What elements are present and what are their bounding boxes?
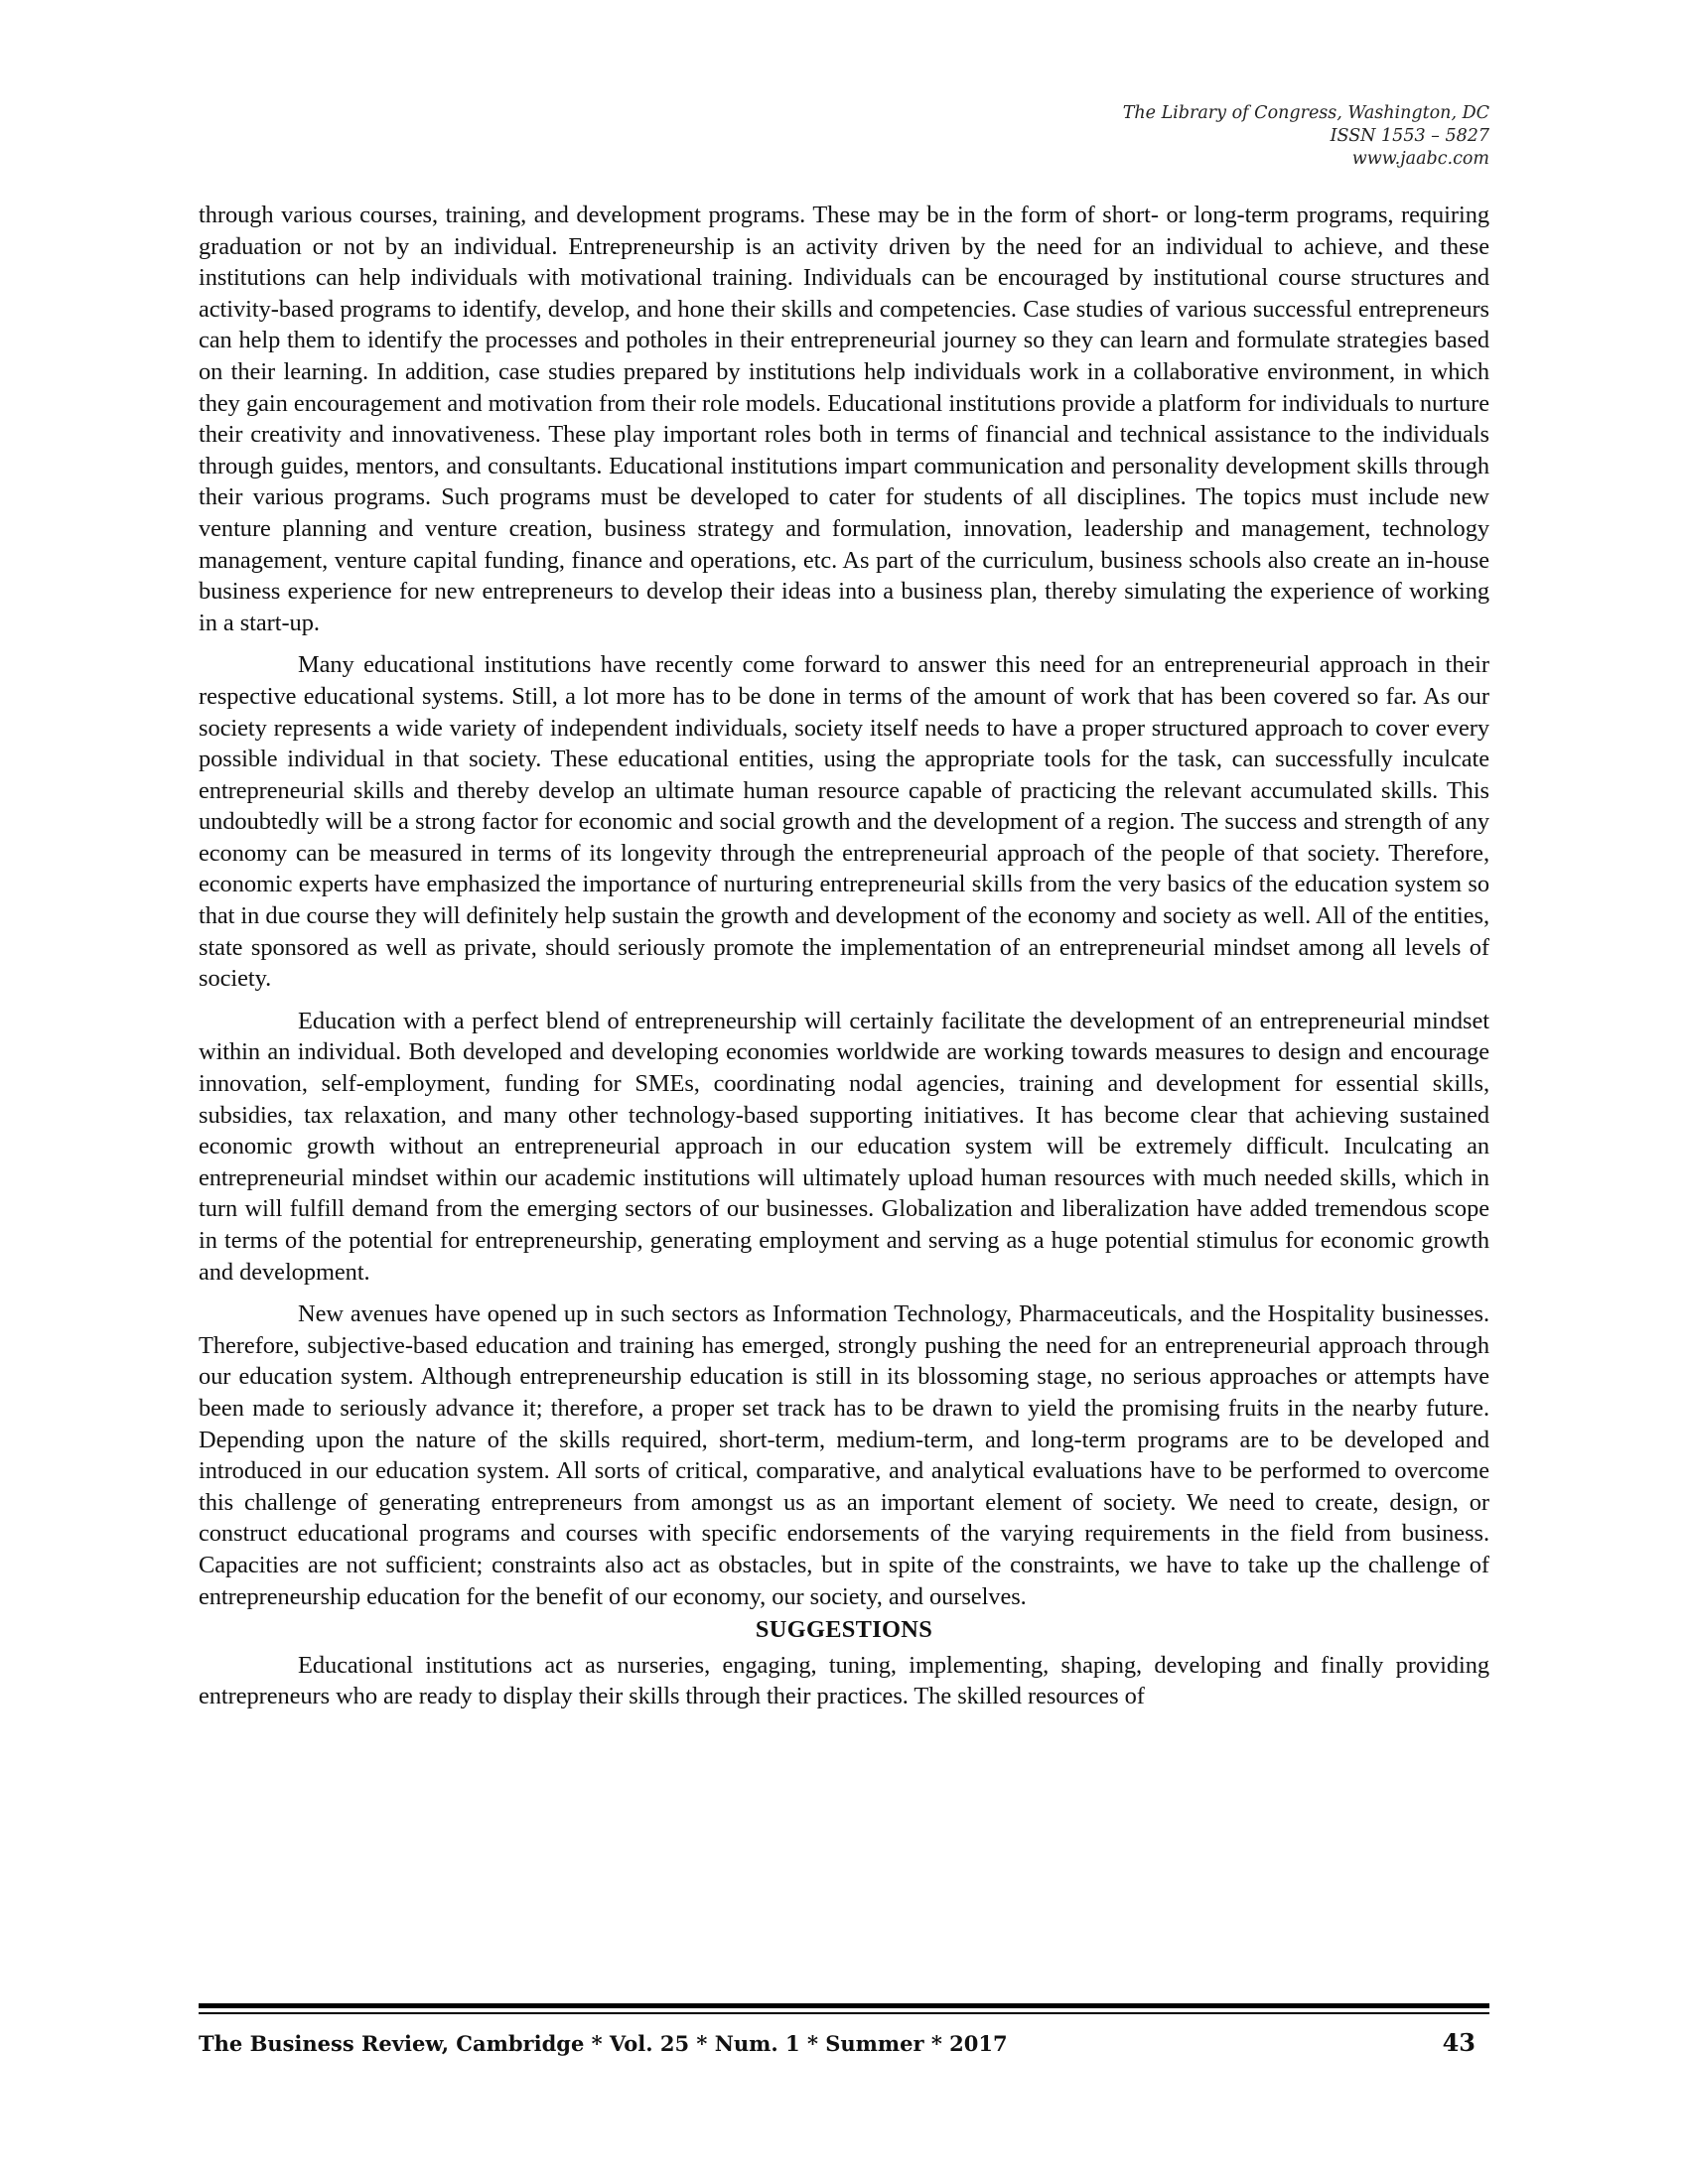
body-paragraph: Education with a perfect blend of entrepreneurship will certainly facilitate the development of an entrepreneurial mindset within an individual. Both developed and developing economies worldwide are working towards measures to design and encourage innovation, self-employment, funding for SMEs, coordinating nodal agencies, training and development for essential skills, subsidies, tax relaxation, and many other technology-based supporting initiatives. It has become clear that achieving sustained economic growth without an entrepreneurial approach in our education system will be extremely difficult. Inculcating an entrepreneurial mindset within our academic institutions will ultimately upload human resources with much needed skills, which in turn will fulfill demand from the emerging sectors of our businesses. Globalization and liberalization have added tremendous scope in terms of the potential for entrepreneurship, generating employment and serving as a huge potential stimulus for economic growth and development. (199, 1007, 1489, 1286)
footer-divider-thick (199, 2003, 1489, 2008)
article-body (199, 200, 1489, 1712)
body-paragraph: Many educational institutions have recently come forward to answer this need for an entrepreneurial approach in their respective educational systems. Still, a lot more has to be done in terms of the amount of work that has been covered so far. As our society represents a wide variety of independent individuals, society itself needs to have a proper structured approach to cover every possible individual in that society. These educational entities, using the appropriate tools for the task, can successfully inculcate entrepreneurial skills and thereby develop an ultimate human resource capable of practicing the relevant accumulated skills. This undoubtedly will be a strong factor for economic and social growth and the development of a region. The success and strength of any economy can be measured in terms of its longevity through the entrepreneurial approach of the people of that society. Therefore, economic experts have emphasized the importance of nurturing entrepreneurial skills from the very basics of the education system so that in due course they will definitely help sustain the growth and development of the economy and society as well. All of the entities, state sponsored as well as private, should seriously promote the implementation of an entrepreneurial mindset among all levels of society. (199, 651, 1489, 993)
footer-divider-thin (199, 2012, 1489, 2014)
header-website-line: www.jaabc.com (1351, 149, 1489, 169)
body-paragraph: New avenues have opened up in such sectors as Information Technology, Pharmaceuticals, and the Hospitality businesses. Therefore, subjective-based education and training has emerged, strongly pushing the need for an entrepreneurial approach through our education system. Although entrepreneurship education is still in its blossoming stage, no serious approaches or attempts have been made to seriously advance it; therefore, a proper set track has to be drawn to yield the promising fruits in the nearby future. Depending upon the nature of the skills required, short-term, medium-term, and long-term programs are to be developed and introduced in our education system. All sorts of critical, comparative, and analytical evaluations have to be performed to overcome this challenge of generating entrepreneurs from amongst us as an important element of society. We need to create, design, or construct educational programs and courses with specific endorsements of the varying requirements in the field from business. Capacities are not sufficient; constraints also act as obstacles, but in spite of the constraints, we have to take up the challenge of entrepreneurship education for the benefit of our economy, our society, and ourselves. (199, 1300, 1489, 1610)
page-footer (199, 2028, 1489, 2057)
header-publisher-line: The Library of Congress, Washington, DC (1122, 103, 1489, 123)
header-issn-line: ISSN 1553 – 5827 (1330, 126, 1489, 146)
footer-journal-citation: The Business Review, Cambridge * Vol. 25 * Num. 1 * Summer * 2017 (199, 2031, 1008, 2056)
page-header (1123, 102, 1489, 171)
page-number: 43 (1442, 2028, 1476, 2057)
body-paragraph-continued: through various courses, training, and development programs. These may be in the form of short- or long-term programs, requiring graduation or not by an individual. Entrepreneurship is an activity driven by the need for an individual to achieve, and these institutions can help individuals with motivational training. Individuals can be encouraged by institutional course structures and activity-based programs to identify, develop, and hone their skills and competencies. Case studies of various successful entrepreneurs can help them to identify the processes and potholes in their entrepreneurial journey so they can learn and formulate strategies based on their learning. In addition, case studies prepared by institutions help individuals work in a collaborative environment, in which they gain encouragement and motivation from their role models. Educational institutions provide a platform for individuals to nurture their creativity and innovativeness. These play important roles both in terms of financial and technical assistance to the individuals through guides, mentors, and consultants. Educational institutions impart communication and personality development skills through their various programs. Such programs must be developed to cater for students of all disciplines. The topics must include new venture planning and venture creation, business strategy and formulation, innovation, leadership and management, technology management, venture capital funding, finance and operations, etc. As part of the curriculum, business schools also create an in-house business experience for new entrepreneurs to develop their ideas into a business plan, thereby simulating the experience of working in a start-up. (199, 202, 1489, 636)
section-heading-suggestions: SUGGESTIONS (755, 1616, 933, 1644)
section-paragraph: Educational institutions act as nurseries, engaging, tuning, implementing, shaping, developing and finally providing entrepreneurs who are ready to display their skills through their practices. The skilled resources of (199, 1651, 1489, 1710)
